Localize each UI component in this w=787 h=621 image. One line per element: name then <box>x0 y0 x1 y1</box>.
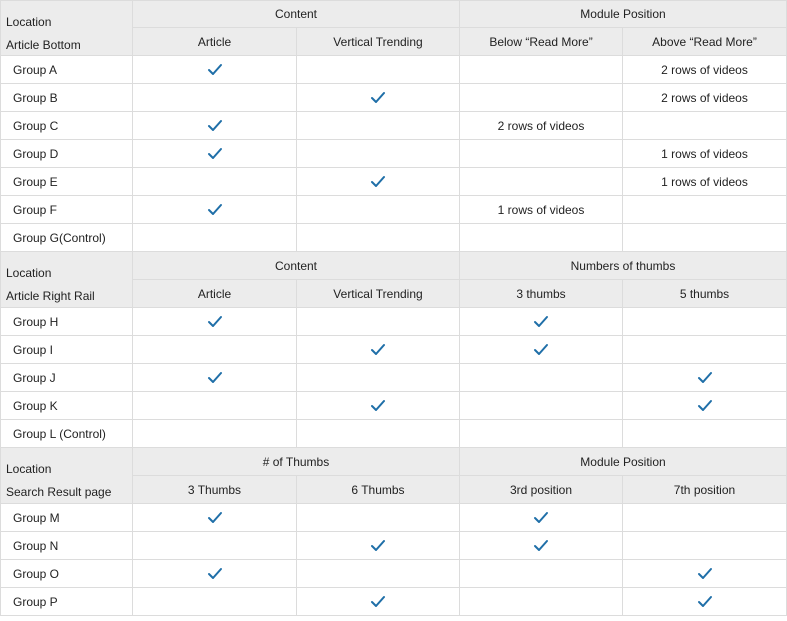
column-header: Below “Read More” <box>460 28 623 56</box>
column-header: 7th position <box>623 476 787 504</box>
column-header: 5 thumbs <box>623 280 787 308</box>
column-header: 6 Thumbs <box>297 476 460 504</box>
table-cell <box>133 364 297 392</box>
group-header: Module Position <box>460 448 787 476</box>
table-cell <box>460 140 623 168</box>
column-header: Article <box>133 28 297 56</box>
checkmark-icon <box>697 398 713 414</box>
row-label: Group E <box>0 168 133 196</box>
location-header <box>0 0 133 56</box>
checkmark-icon <box>207 510 223 526</box>
table-cell <box>460 532 623 560</box>
table-cell <box>133 420 297 448</box>
location-label: Location <box>6 462 52 476</box>
row-label: Group D <box>0 140 133 168</box>
table-cell <box>623 224 787 252</box>
row-label: Group K <box>0 392 133 420</box>
table-cell <box>133 588 297 616</box>
table-cell <box>623 588 787 616</box>
checkmark-icon <box>697 566 713 582</box>
table-cell <box>297 532 460 560</box>
table-cell <box>133 336 297 364</box>
row-label: Group A <box>0 56 133 84</box>
table-cell <box>297 196 460 224</box>
group-header: Content <box>133 0 460 28</box>
table-cell <box>133 560 297 588</box>
table-cell <box>297 56 460 84</box>
group-header: # of Thumbs <box>133 448 460 476</box>
checkmark-icon <box>533 342 549 358</box>
column-header: 3 Thumbs <box>133 476 297 504</box>
table-cell <box>460 588 623 616</box>
table-cell <box>460 84 623 112</box>
location-label: Location <box>6 266 52 280</box>
row-label: Group H <box>0 308 133 336</box>
table-cell <box>133 168 297 196</box>
table-cell <box>133 224 297 252</box>
checkmark-icon <box>533 538 549 554</box>
table-cell <box>297 224 460 252</box>
row-label: Group I <box>0 336 133 364</box>
location-value: Article Right Rail <box>6 289 95 303</box>
table-cell <box>297 392 460 420</box>
checkmark-icon <box>697 370 713 386</box>
group-header: Numbers of thumbs <box>460 252 787 280</box>
row-label: Group P <box>0 588 133 616</box>
column-header: Vertical Trending <box>297 28 460 56</box>
table-cell <box>623 364 787 392</box>
location-header <box>0 448 133 504</box>
row-label: Group O <box>0 560 133 588</box>
column-header: 3 thumbs <box>460 280 623 308</box>
checkmark-icon <box>533 510 549 526</box>
table-cell <box>460 504 623 532</box>
row-label: Group B <box>0 84 133 112</box>
checkmark-icon <box>370 342 386 358</box>
table-cell <box>460 364 623 392</box>
table-cell <box>297 364 460 392</box>
table-cell <box>297 588 460 616</box>
checkmark-icon <box>207 370 223 386</box>
row-label: Group F <box>0 196 133 224</box>
table-cell <box>460 168 623 196</box>
table-cell <box>460 392 623 420</box>
group-header: Content <box>133 252 460 280</box>
cell-value: 2 rows of videos <box>623 84 787 112</box>
table-cell <box>623 560 787 588</box>
table-cell <box>460 560 623 588</box>
row-label: Group L (Control) <box>0 420 133 448</box>
table-cell <box>297 140 460 168</box>
table-cell <box>133 56 297 84</box>
column-header: Vertical Trending <box>297 280 460 308</box>
table-cell <box>623 392 787 420</box>
table-cell <box>460 224 623 252</box>
table-cell <box>297 84 460 112</box>
group-header: Module Position <box>460 0 787 28</box>
checkmark-icon <box>207 202 223 218</box>
table-cell <box>460 56 623 84</box>
column-header: Above “Read More” <box>623 28 787 56</box>
table-cell <box>297 112 460 140</box>
cell-value: 2 rows of videos <box>460 112 623 140</box>
table-cell <box>297 504 460 532</box>
table-cell <box>133 504 297 532</box>
row-label: Group N <box>0 532 133 560</box>
row-label: Group C <box>0 112 133 140</box>
table-cell <box>133 140 297 168</box>
checkmark-icon <box>207 118 223 134</box>
row-label: Group G(Control) <box>0 224 133 252</box>
cell-value: 1 rows of videos <box>623 140 787 168</box>
table-cell <box>297 168 460 196</box>
checkmark-icon <box>370 594 386 610</box>
location-value: Search Result page <box>6 485 112 499</box>
table-cell <box>623 420 787 448</box>
checkmark-icon <box>370 90 386 106</box>
table-cell <box>623 308 787 336</box>
column-header: Article <box>133 280 297 308</box>
table-cell <box>297 336 460 364</box>
checkmark-icon <box>370 398 386 414</box>
table-cell <box>623 112 787 140</box>
table-cell <box>133 84 297 112</box>
table-cell <box>460 336 623 364</box>
row-label: Group J <box>0 364 133 392</box>
table-cell <box>133 308 297 336</box>
cell-value: 2 rows of videos <box>623 56 787 84</box>
cell-value: 1 rows of videos <box>460 196 623 224</box>
table-cell <box>297 560 460 588</box>
cell-value: 1 rows of videos <box>623 168 787 196</box>
checkmark-icon <box>370 174 386 190</box>
location-label: Location <box>6 15 52 29</box>
checkmark-icon <box>207 62 223 78</box>
checkmark-icon <box>207 146 223 162</box>
table-cell <box>623 532 787 560</box>
table-cell <box>133 392 297 420</box>
checkmark-icon <box>697 594 713 610</box>
location-header <box>0 252 133 308</box>
table-cell <box>133 532 297 560</box>
table-cell <box>460 420 623 448</box>
table-cell <box>133 112 297 140</box>
checkmark-icon <box>370 538 386 554</box>
table-cell <box>460 308 623 336</box>
location-value: Article Bottom <box>6 38 81 52</box>
column-header: 3rd position <box>460 476 623 504</box>
table-cell <box>297 308 460 336</box>
row-label: Group M <box>0 504 133 532</box>
table-cell <box>623 504 787 532</box>
checkmark-icon <box>207 566 223 582</box>
table-cell <box>133 196 297 224</box>
table-cell <box>297 420 460 448</box>
checkmark-icon <box>207 314 223 330</box>
checkmark-icon <box>533 314 549 330</box>
table-cell <box>623 196 787 224</box>
table-cell <box>623 336 787 364</box>
